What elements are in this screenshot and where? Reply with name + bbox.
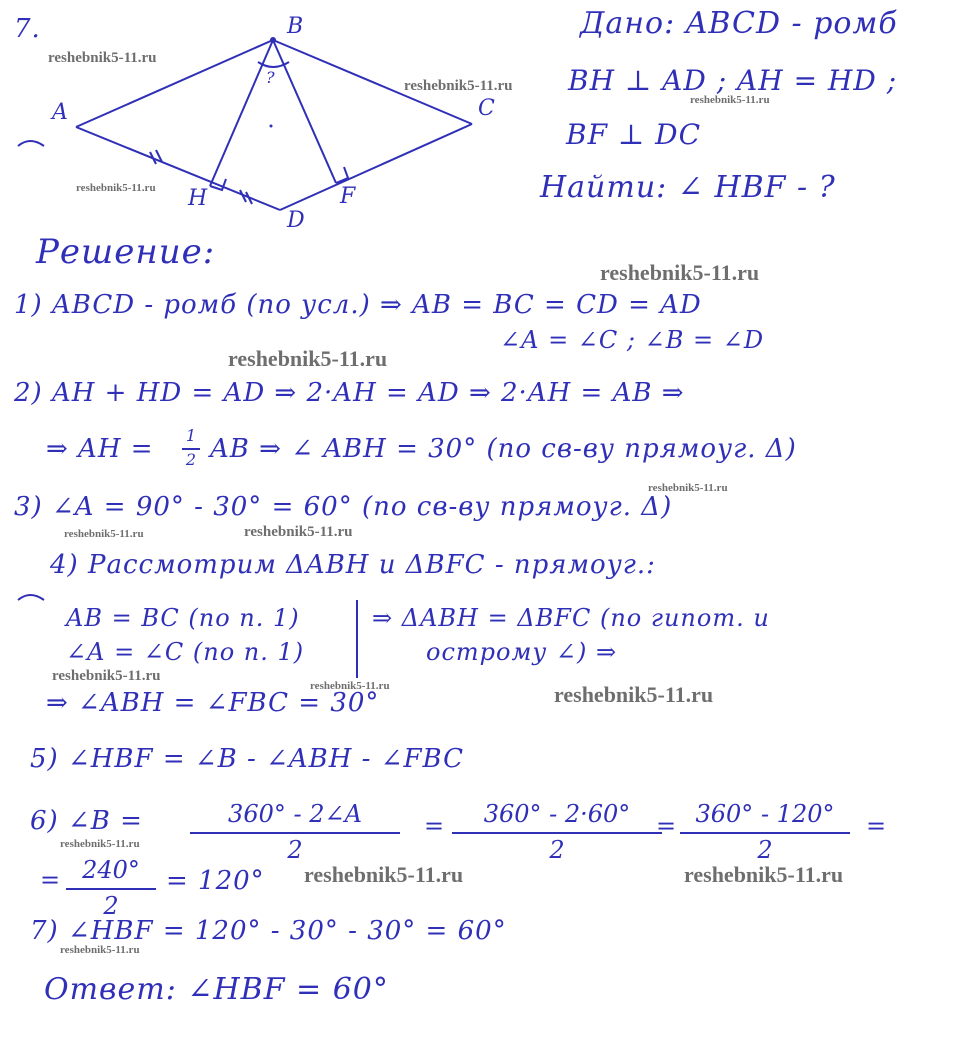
- step-6-frac-2-den: 2: [549, 836, 565, 864]
- step-4-result-1: ⇒ ΔABH = ΔBFC (по гипот. и: [372, 604, 770, 632]
- vertex-label-c: C: [478, 96, 495, 121]
- step-6-frac-1-bar: [190, 832, 400, 834]
- side-cd: [280, 124, 472, 210]
- watermark: reshebnik5-11.ru: [648, 482, 728, 494]
- step-4-cond-1: AB = BC (по п. 1): [66, 604, 300, 632]
- angle-question-mark: ?: [266, 68, 275, 87]
- watermark: reshebnik5-11.ru: [304, 862, 464, 887]
- step-2-line-2-rest: AB ⇒ ∠ ABH = 30° (по св-ву прямоуг. Δ): [210, 434, 797, 464]
- step-6-frac-3-den: 2: [757, 836, 773, 864]
- step-4-result-2: острому ∠) ⇒: [426, 638, 618, 666]
- step-6-label: 6) ∠B =: [30, 806, 143, 836]
- given-line-2: BH ⊥ AD ; AH = HD ;: [568, 64, 898, 97]
- step-4-title: 4) Рассмотрим ΔABH и ΔBFC - прямоуг.:: [50, 550, 656, 580]
- step-6-frac-1-den: 2: [287, 836, 303, 864]
- watermark: reshebnik5-11.ru: [404, 78, 513, 94]
- watermark: reshebnik5-11.ru: [684, 862, 844, 887]
- step-6-line-2-result: = 120°: [166, 866, 265, 896]
- watermark: reshebnik5-11.ru: [52, 668, 161, 684]
- segment-bf: [273, 40, 336, 183]
- step-1-line-1: 1) ABCD - ромб (по усл.) ⇒ AB = BC = CD = AD: [14, 290, 702, 320]
- watermark: reshebnik5-11.ru: [690, 94, 770, 106]
- vertex-label-f: F: [340, 184, 356, 209]
- step-6-line-2-den: 2: [103, 892, 119, 920]
- vertex-label-d: D: [287, 208, 305, 233]
- solution-title: Решение:: [36, 232, 216, 272]
- given-line-4: Найти: ∠ HBF - ?: [540, 170, 836, 205]
- step-2-half-denominator: 2: [185, 450, 197, 469]
- vertex-label-h: H: [188, 186, 208, 211]
- step-3: 3) ∠A = 90° - 30° = 60° (по св-ву прямоуг. Δ): [14, 492, 673, 522]
- step-6-eq-3: =: [866, 812, 888, 840]
- step-7: 7) ∠HBF = 120° - 30° - 30° = 60°: [30, 916, 507, 946]
- answer: Ответ: ∠HBF = 60°: [44, 972, 389, 1007]
- step-6-frac-2-bar: [452, 832, 662, 834]
- margin-mark-1: [18, 141, 44, 146]
- step-6-frac-1-num: 360° - 2∠A: [228, 800, 362, 828]
- step-4-conclusion: ⇒ ∠ABH = ∠FBC = 30°: [46, 688, 380, 718]
- step-6-line-2-num: 240°: [82, 856, 140, 884]
- step-6-eq-1: =: [424, 812, 446, 840]
- segment-bh: [210, 40, 273, 186]
- watermark: reshebnik5-11.ru: [48, 50, 157, 66]
- step-6-eq-2: =: [656, 812, 678, 840]
- given-line-1: Дано: ABCD - ромб: [580, 6, 898, 41]
- step-4-brace: [356, 600, 358, 678]
- vertex-label-a: A: [52, 100, 68, 125]
- step-2-line-1: 2) AH + HD = AD ⇒ 2·AH = AD ⇒ 2·AH = AB ⇒: [14, 378, 685, 408]
- watermark: reshebnik5-11.ru: [76, 182, 156, 194]
- step-6-frac-2-num: 360° - 2·60°: [483, 800, 631, 828]
- step-4-cond-2: ∠A = ∠C (по п. 1): [66, 638, 305, 666]
- watermark: reshebnik5-11.ru: [60, 838, 140, 850]
- watermark: reshebnik5-11.ru: [310, 680, 390, 692]
- watermark: reshebnik5-11.ru: [554, 682, 714, 707]
- step-1-line-2: ∠A = ∠C ; ∠B = ∠D: [500, 326, 765, 354]
- step-5: 5) ∠HBF = ∠B - ∠ABH - ∠FBC: [30, 744, 465, 774]
- watermark: reshebnik5-11.ru: [228, 346, 388, 371]
- problem-number: 7.: [14, 14, 41, 44]
- step-6-frac-3-bar: [680, 832, 850, 834]
- watermark: reshebnik5-11.ru: [244, 524, 353, 540]
- watermark: reshebnik5-11.ru: [60, 944, 140, 956]
- given-line-3: BF ⊥ DC: [566, 118, 702, 151]
- step-2-half-numerator: 1: [185, 426, 197, 445]
- watermark: reshebnik5-11.ru: [64, 528, 144, 540]
- vertex-label-b: B: [287, 14, 304, 39]
- step-6-eq-4: =: [40, 866, 62, 894]
- step-6-frac-3-num: 360° - 120°: [695, 800, 835, 828]
- step-6-line-2-bar: [66, 888, 156, 890]
- watermark: reshebnik5-11.ru: [600, 260, 760, 285]
- margin-mark-2: [18, 595, 44, 600]
- step-2-line-2-prefix: ⇒ AH =: [46, 434, 154, 464]
